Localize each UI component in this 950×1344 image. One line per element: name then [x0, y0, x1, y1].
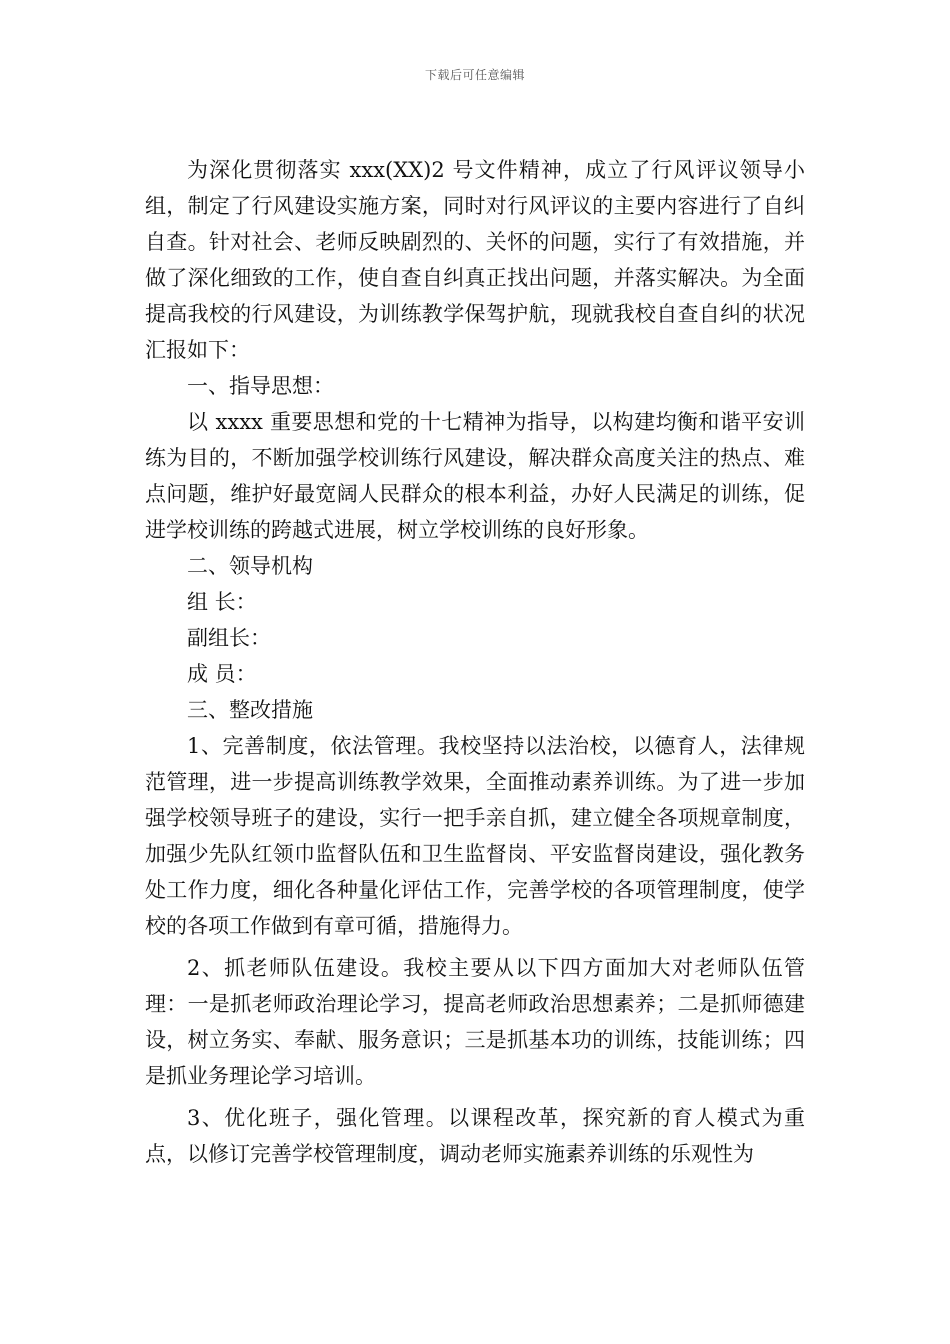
measure-1-paragraph: 1、完善制度，依法管理。我校坚持以法治校，以德育人，法律规范管理，进一步提高训练教学效果，全面推动素养训练。为了进一步加强学校领导班子的建设，实行一把手亲自抓，建立健全各项规章制度，加强少先队红领巾监督队伍和卫生监督岗、平安监督岗建设，强化教务处工作力度，细化各种量化评估工作，完善学校的各项管理制度，使学校的各项工作做到有章可循，措施得力。 [145, 734, 805, 938]
measure-2-paragraph: 2、抓老师队伍建设。我校主要从以下四方面加大对老师队伍管理：一是抓老师政治理论学习，提高老师政治思想素养；二是抓师德建设，树立务实、奉献、服务意识；三是抓基本功的训练，技能训练；四是抓业务理论学习培训。 [145, 956, 805, 1088]
leader-label: 组 长： [187, 590, 257, 614]
page-header-note: 下载后可任意编辑 [424, 68, 525, 82]
section-measures-title: 三、整改措施 [187, 698, 313, 722]
intro-paragraph: 为深化贯彻落实 xxx(XX)2 号文件精神，成立了行风评议领导小组，制定了行风建设实施方案，同时对行风评议的主要内容进行了自纠自查。针对社会、老师反映剧烈的、关怀的问题，实行了有效措施，并做了深化细致的工作，使自查自纠真正找出问题，并落实解决。为全面提高我校的行风建设，为训练教学保驾护航，现就我校自查自纠的状况汇报如下： [145, 158, 805, 362]
measure-3-paragraph: 3、优化班子，强化管理。以课程改革，探究新的育人模式为重点，以修订完善学校管理制度，调动老师实施素养训练的乐观性为 [145, 1106, 805, 1166]
section-leadership-title: 二、领导机构 [187, 554, 313, 578]
deputy-leader-label: 副组长： [187, 626, 271, 650]
document-body [145, 152, 805, 1172]
section-guiding-thought-title: 一、指导思想： [187, 374, 334, 398]
member-label: 成 员： [187, 662, 257, 686]
guiding-thought-paragraph: 以 xxxx 重要思想和党的十七精神为指导，以构建均衡和谐平安训练为目的，不断加强学校训练行风建设，解决群众高度关注的热点、难点问题，维护好最宽阔人民群众的根本利益，办好人民满足的训练，促进学校训练的跨越式进展，树立学校训练的良好形象。 [145, 410, 805, 542]
